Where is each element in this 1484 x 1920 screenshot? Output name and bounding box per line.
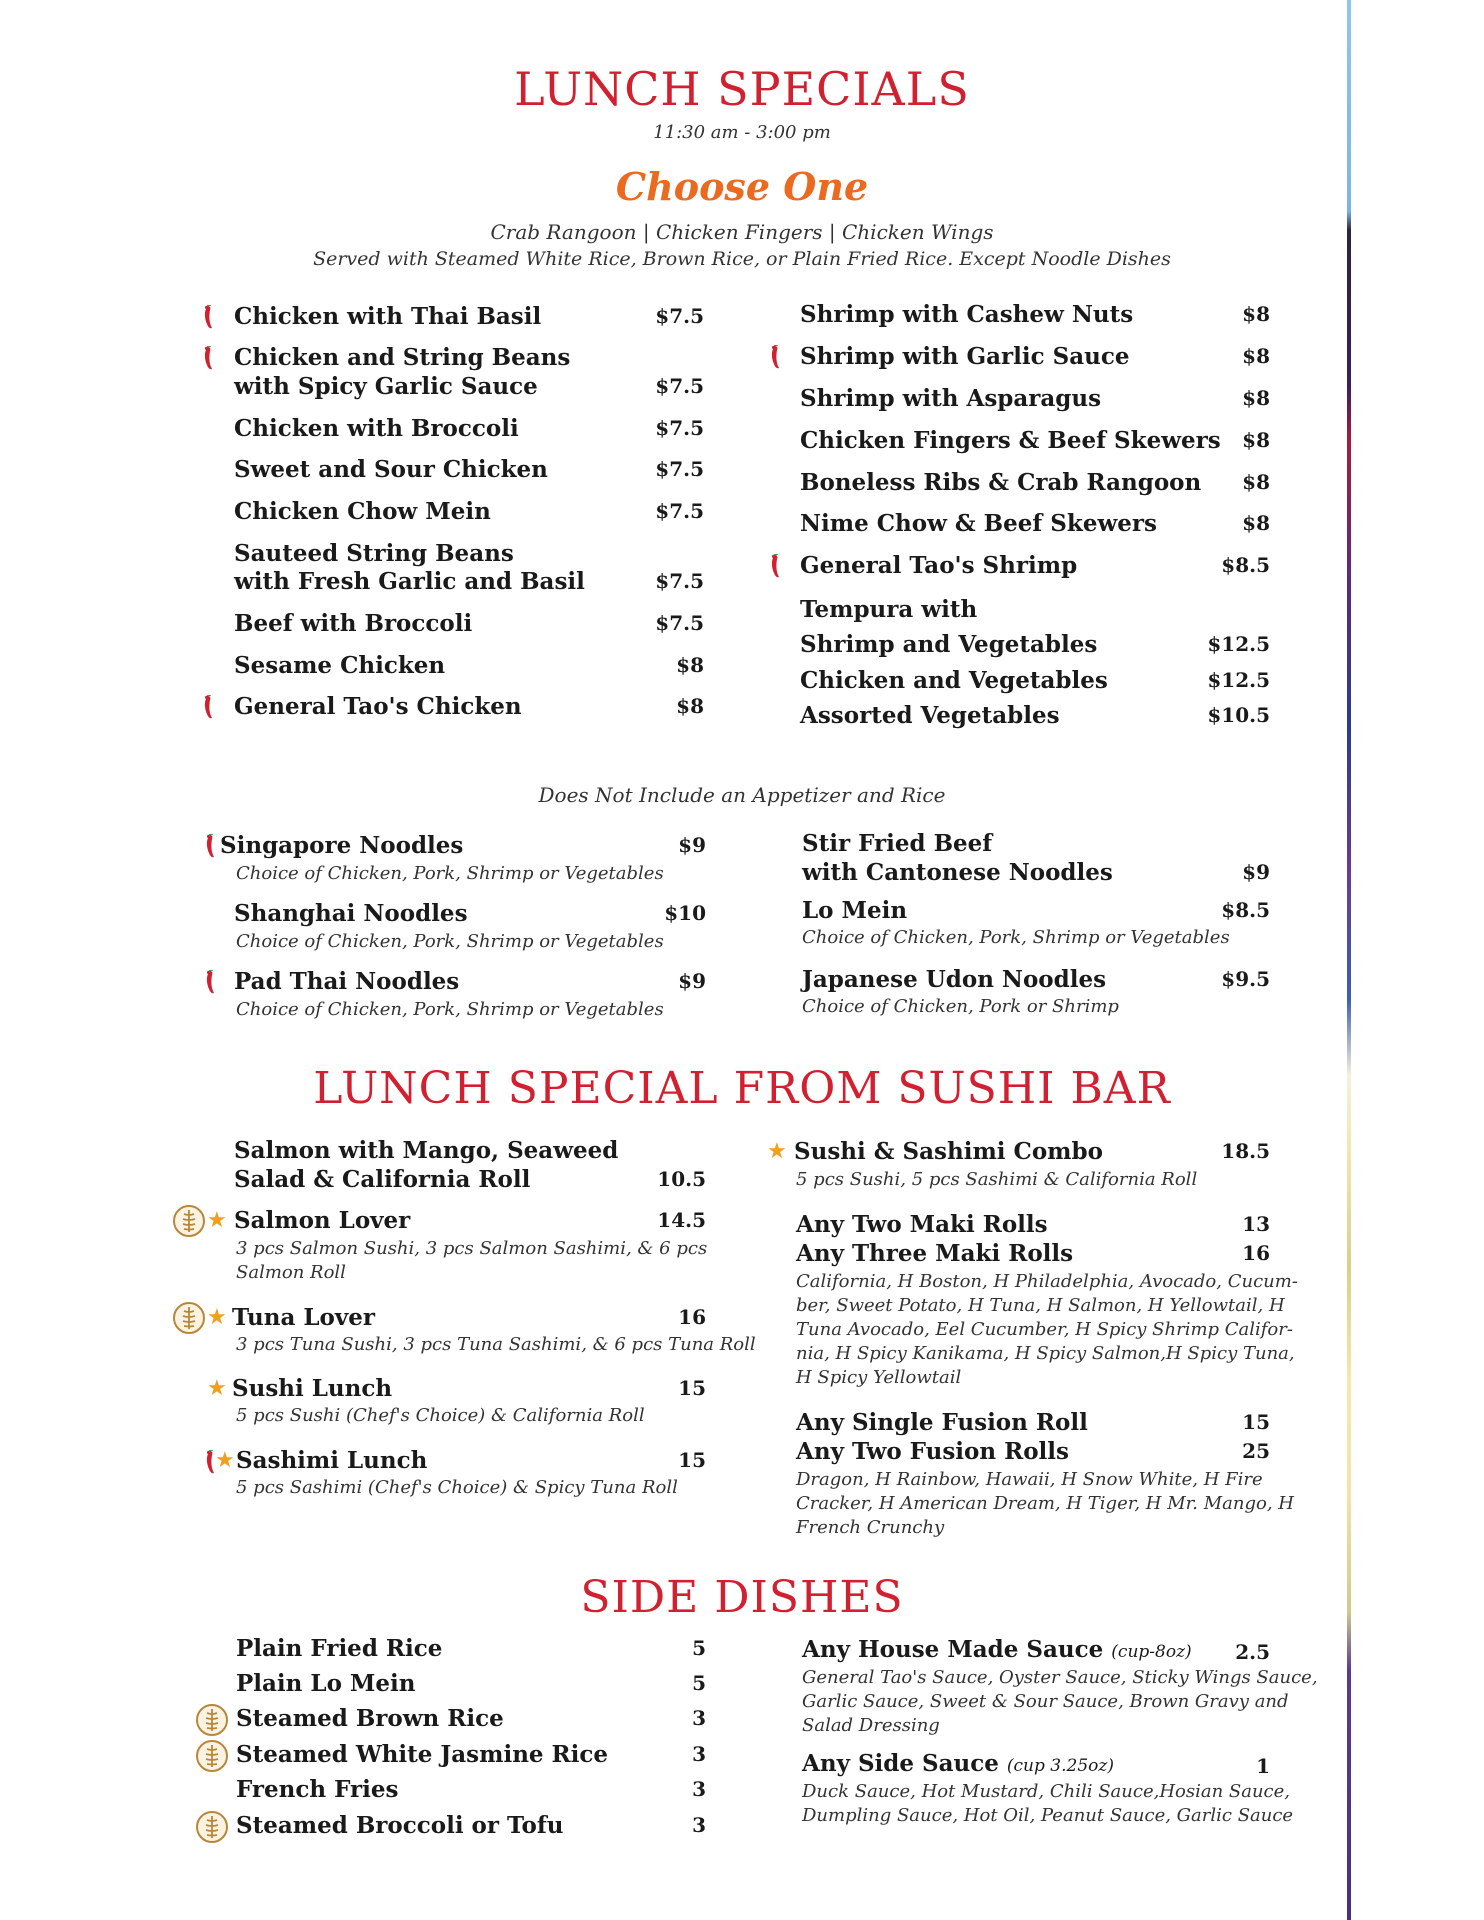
maki-list-line: nia, H Spicy Kanikama, H Spicy Salmon,H Spicy Tuna, [796, 1343, 1295, 1364]
item-name-line2: with Fresh Garlic and Basil [234, 568, 585, 595]
item-name: Chicken with Thai Basil [234, 303, 542, 330]
item-description: Choice of Chicken, Pork, Shrimp or Vegetables [236, 863, 664, 884]
spicy-pepper-icon [203, 305, 213, 329]
menu-item [236, 1704, 706, 1733]
item-price: $8 [676, 653, 704, 677]
item-description: Choice of Chicken, Pork or Shrimp [802, 996, 1119, 1017]
item-price: $9 [678, 833, 706, 857]
item-price: 5 [692, 1671, 706, 1695]
gluten-free-seal-icon [172, 1301, 206, 1335]
spicy-pepper-icon [205, 834, 215, 858]
lunch-hours: 11:30 am - 3:00 pm [653, 122, 831, 143]
item-price: $7.5 [655, 374, 704, 398]
menu-item [234, 343, 704, 372]
item-price: $8 [1242, 302, 1270, 326]
item-price: 15 [1242, 1410, 1270, 1434]
star-icon: ★ [207, 1376, 227, 1401]
item-price: $12.5 [1207, 668, 1270, 692]
spicy-pepper-icon [203, 346, 213, 370]
item-price: $8 [1242, 344, 1270, 368]
menu-item [802, 829, 1270, 858]
item-price: 3 [692, 1777, 706, 1801]
menu-item [800, 551, 1270, 580]
item-price: 18.5 [1221, 1139, 1270, 1163]
sauce-list-line: Salad Dressing [802, 1715, 940, 1736]
menu-item [800, 509, 1270, 538]
menu-item [236, 1634, 706, 1663]
menu-item [236, 1446, 706, 1475]
menu-item-cont [802, 858, 1270, 887]
sauce-list-line: Garlic Sauce, Sweet & Sour Sauce, Brown Gravy and [802, 1691, 1289, 1712]
menu-item [800, 426, 1270, 455]
sauce-size: (cup-8oz) [1111, 1642, 1192, 1662]
spicy-pepper-icon [203, 695, 213, 719]
item-price: $9.5 [1221, 967, 1270, 991]
menu-item [796, 1437, 1270, 1466]
menu-item [800, 701, 1270, 730]
star-icon: ★ [767, 1139, 787, 1164]
menu-item [234, 609, 704, 638]
menu-item [236, 1669, 706, 1698]
item-name: Sushi Lunch [232, 1375, 393, 1402]
item-price: 3 [692, 1706, 706, 1730]
menu-item [800, 342, 1270, 371]
item-name: Shrimp with Cashew Nuts [800, 301, 1134, 328]
item-name: Sesame Chicken [234, 652, 446, 679]
sauce-name: Any House Made Sauce [802, 1636, 1104, 1663]
fusion-list-line: French Crunchy [796, 1517, 945, 1538]
sauce-list-line: General Tao's Sauce, Oyster Sauce, Sticky Wings Sauce, [802, 1667, 1318, 1688]
menu-item-cont [234, 1165, 706, 1194]
item-name: Tuna Lover [232, 1304, 375, 1331]
item-price: $8 [1242, 470, 1270, 494]
menu-item [802, 1749, 1270, 1781]
menu-item [796, 1239, 1270, 1268]
noodle-note: Does Not Include an Appetizer and Rice [538, 783, 946, 807]
item-description: Choice of Chicken, Pork, Shrimp or Vegetables [802, 927, 1230, 948]
item-name: Shrimp with Garlic Sauce [800, 343, 1130, 370]
maki-list-line: H Spicy Yellowtail [796, 1367, 962, 1388]
item-name [802, 1635, 1192, 1667]
spicy-pepper-icon [205, 970, 215, 994]
menu-item [234, 1136, 706, 1165]
item-price: 15 [678, 1376, 706, 1400]
item-name: Chicken with Broccoli [234, 415, 519, 442]
item-name: Sweet and Sour Chicken [234, 456, 548, 483]
item-price: $8.5 [1221, 898, 1270, 922]
item-name-line2: Salad & California Roll [234, 1166, 531, 1193]
menu-item [232, 1303, 706, 1332]
item-description: Choice of Chicken, Pork, Shrimp or Vegetables [236, 931, 664, 952]
item-price: $10.5 [1207, 703, 1270, 727]
spicy-pepper-icon [770, 345, 780, 369]
item-price: 3 [692, 1742, 706, 1766]
fusion-list-line: Cracker, H American Dream, H Tiger, H Mr. Mango, H [796, 1493, 1294, 1514]
item-name: Shrimp and Vegetables [800, 631, 1098, 658]
item-price: 1 [1256, 1754, 1270, 1778]
fusion-list-line: Dragon, H Rainbow, Hawaii, H Snow White, H Fire [796, 1469, 1263, 1490]
star-icon: ★ [207, 1208, 227, 1233]
menu-item [234, 539, 704, 568]
item-price: $7.5 [655, 457, 704, 481]
menu-item-cont [234, 372, 704, 401]
menu-item [234, 302, 704, 331]
menu-item [234, 651, 704, 680]
item-price: 16 [1242, 1241, 1270, 1265]
appetizer-choices: Crab Rangoon | Chicken Fingers | Chicken Wings [490, 220, 994, 244]
item-price: 3 [692, 1813, 706, 1837]
item-price: 2.5 [1235, 1640, 1270, 1664]
menu-item [236, 1740, 706, 1769]
item-name: Plain Lo Mein [236, 1670, 416, 1697]
lunch-specials-title: LUNCH SPECIALS [514, 62, 970, 116]
spicy-pepper-icon [205, 1450, 215, 1474]
item-price: 10.5 [657, 1167, 706, 1191]
item-name: Any Two Maki Rolls [796, 1211, 1048, 1238]
gluten-free-seal-icon [195, 1739, 229, 1773]
menu-item [796, 1210, 1270, 1239]
item-price: $12.5 [1207, 632, 1270, 656]
item-name: Steamed White Jasmine Rice [236, 1741, 609, 1768]
gluten-free-seal-icon [172, 1204, 206, 1238]
item-price: $9 [678, 969, 706, 993]
item-name: Steamed Broccoli or Tofu [236, 1812, 564, 1839]
decorative-side-stripe [1347, 0, 1351, 1920]
item-name: Singapore Noodles [220, 832, 464, 859]
item-name: Salmon with Mango, Seaweed [234, 1137, 619, 1164]
item-price: $7.5 [655, 304, 704, 328]
item-name: Chicken and String Beans [234, 344, 571, 371]
item-description: 3 pcs Tuna Sushi, 3 pcs Tuna Sashimi, & 6 pcs Tuna Roll [236, 1334, 756, 1355]
menu-item [234, 692, 704, 721]
item-name: Japanese Udon Noodles [802, 966, 1107, 993]
item-description: 5 pcs Sushi (Chef's Choice) & California Roll [236, 1405, 645, 1426]
menu-item [236, 1775, 706, 1804]
tempura-title: Tempura with [800, 596, 978, 623]
spicy-pepper-icon [770, 554, 780, 578]
maki-list-line: ber, Sweet Potato, H Tuna, H Salmon, H Yellowtail, H [796, 1295, 1285, 1316]
item-description: 5 pcs Sashimi (Chef's Choice) & Spicy Tuna Roll [236, 1477, 678, 1498]
menu-item-cont [234, 567, 704, 596]
item-name: Sashimi Lunch [236, 1447, 428, 1474]
menu-item [800, 468, 1270, 497]
menu-item [234, 1206, 706, 1235]
item-price: 13 [1242, 1212, 1270, 1236]
item-price: 14.5 [657, 1208, 706, 1232]
item-name: Chicken and Vegetables [800, 667, 1108, 694]
item-price: $7.5 [655, 569, 704, 593]
item-price: $7.5 [655, 416, 704, 440]
item-price: $7.5 [655, 611, 704, 635]
item-name: Shrimp with Asparagus [800, 385, 1102, 412]
item-name: Nime Chow & Beef Skewers [800, 510, 1157, 537]
item-description-line2: Salmon Roll [236, 1262, 346, 1283]
choose-one-heading: Choose One [615, 164, 869, 209]
gluten-free-seal-icon [195, 1703, 229, 1737]
star-icon: ★ [207, 1305, 227, 1330]
item-name: Chicken Fingers & Beef Skewers [800, 427, 1221, 454]
menu-item [234, 455, 704, 484]
item-name: General Tao's Chicken [234, 693, 522, 720]
menu-item [234, 899, 706, 928]
item-price: $7.5 [655, 499, 704, 523]
item-price: 16 [678, 1305, 706, 1329]
item-price: 5 [692, 1636, 706, 1660]
item-name: Salmon Lover [234, 1207, 411, 1234]
item-name [802, 1749, 1114, 1781]
menu-item [800, 384, 1270, 413]
item-price: $8 [676, 694, 704, 718]
item-price: 25 [1242, 1439, 1270, 1463]
item-name: Shanghai Noodles [234, 900, 468, 927]
menu-item [234, 967, 706, 996]
item-name: General Tao's Shrimp [800, 552, 1078, 579]
item-name: French Fries [236, 1776, 399, 1803]
sauce-size: (cup 3.25oz) [1006, 1756, 1114, 1776]
item-description: 5 pcs Sushi, 5 pcs Sashimi & California Roll [796, 1169, 1198, 1190]
item-name: Boneless Ribs & Crab Rangoon [800, 469, 1202, 496]
menu-item [802, 896, 1270, 925]
menu-item [236, 1811, 706, 1840]
side-dishes-title: SIDE DISHES [580, 1572, 904, 1623]
item-description: 3 pcs Salmon Sushi, 3 pcs Salmon Sashimi, & 6 pcs [236, 1238, 708, 1259]
item-name: Any Two Fusion Rolls [796, 1438, 1069, 1465]
item-name: Sushi & Sashimi Combo [794, 1138, 1103, 1165]
item-price: $8.5 [1221, 553, 1270, 577]
item-name: Pad Thai Noodles [234, 968, 460, 995]
maki-list-line: California, H Boston, H Philadelphia, Avocado, Cucum- [796, 1271, 1298, 1292]
star-icon: ★ [215, 1448, 235, 1473]
item-name: Lo Mein [802, 897, 908, 924]
item-name: Stir Fried Beef [802, 830, 993, 857]
item-price: 15 [678, 1448, 706, 1472]
item-name: Any Single Fusion Roll [796, 1409, 1088, 1436]
sushi-bar-title: LUNCH SPECIAL FROM SUSHI BAR [313, 1063, 1171, 1114]
menu-item [232, 1374, 706, 1403]
gluten-free-seal-icon [195, 1810, 229, 1844]
menu-item [800, 300, 1270, 329]
menu-item [800, 630, 1270, 659]
item-description: Choice of Chicken, Pork, Shrimp or Vegetables [236, 999, 664, 1020]
menu-item [802, 1635, 1270, 1667]
item-name: Chicken Chow Mein [234, 498, 491, 525]
menu-item [800, 666, 1270, 695]
item-price: $8 [1242, 428, 1270, 452]
served-with-note: Served with Steamed White Rice, Brown Rice, or Plain Fried Rice. Except Noodle Dishes [313, 248, 1171, 270]
item-name-line2: with Cantonese Noodles [802, 859, 1113, 886]
item-name: Any Three Maki Rolls [796, 1240, 1074, 1267]
maki-list-line: Tuna Avocado, Eel Cucumber, H Spicy Shrimp Califor- [796, 1319, 1293, 1340]
menu-item [802, 965, 1270, 994]
item-price: $8 [1242, 511, 1270, 535]
sauce-name: Any Side Sauce [802, 1750, 999, 1777]
menu-item [794, 1137, 1270, 1166]
item-name: Plain Fried Rice [236, 1635, 443, 1662]
item-name-line2: with Spicy Garlic Sauce [234, 373, 538, 400]
item-price: $8 [1242, 386, 1270, 410]
item-name: Beef with Broccoli [234, 610, 473, 637]
item-name: Assorted Vegetables [800, 702, 1060, 729]
item-price: $10 [664, 901, 706, 925]
tempura-heading [800, 595, 1270, 624]
sauce-list-line: Duck Sauce, Hot Mustard, Chili Sauce,Hosian Sauce, [802, 1781, 1291, 1802]
item-price: $9 [1242, 860, 1270, 884]
item-name: Steamed Brown Rice [236, 1705, 504, 1732]
menu-item [234, 497, 704, 526]
menu-item [220, 831, 706, 860]
menu-item [796, 1408, 1270, 1437]
item-name: Sauteed String Beans [234, 540, 514, 567]
sauce-list-line: Dumpling Sauce, Hot Oil, Peanut Sauce, Garlic Sauce [802, 1805, 1294, 1826]
menu-item [234, 414, 704, 443]
